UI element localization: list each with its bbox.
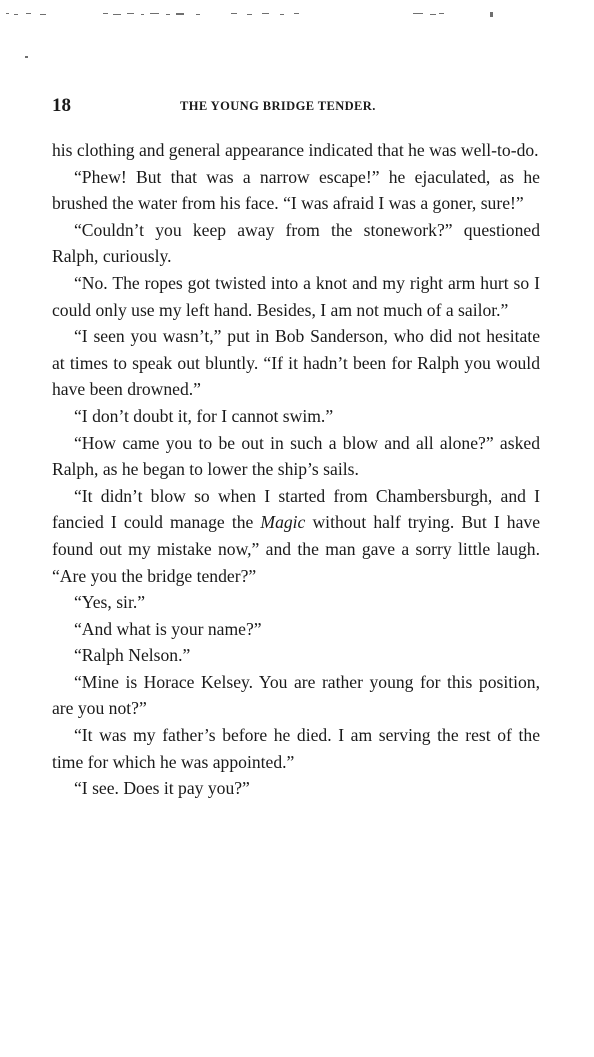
paragraph: “Yes, sir.”: [74, 592, 146, 613]
paragraph: “No. The ropes got twisted into a knot and my right arm hurt so I could only use my left hand. Besides, I am not much of a sailor.”: [52, 272, 540, 320]
page-number: 18: [52, 95, 71, 116]
paragraph: “How came you to be out in such a blow and all alone?” asked Ralph, as he began to lower the ship’s sails.: [52, 432, 540, 480]
paragraph: “I see. Does it pay you?”: [74, 778, 250, 799]
paragraph-text: “It didn’t blow so when I started from Chambersburgh, and I fancied I could manage the: [52, 485, 540, 533]
scan-specks: [0, 0, 594, 80]
body-text: [52, 137, 540, 802]
paragraph: “Couldn’t you keep away from the stonework?” questioned Ralph, curiously.: [52, 219, 540, 267]
paragraph: “And what is your name?”: [74, 618, 262, 639]
page-header: [52, 95, 542, 119]
paragraph-text: without half trying. But I have found out my mistake now,” and the man gave a sorry little laugh. “Are you the bridge tender?”: [52, 512, 541, 586]
paragraph-with-italic: [52, 483, 540, 589]
paragraph: “I seen you wasn’t,” put in Bob Sanderson, who did not hesitate at times to speak out bluntly. “If it hadn’t been for Ralph you would have been drowned.”: [52, 326, 540, 400]
paragraph: “Ralph Nelson.”: [74, 645, 191, 666]
boat-name-italic: Magic: [260, 512, 306, 533]
paragraph: his clothing and general appearance indicated that he was well-to-do.: [52, 140, 539, 160]
paragraph: “I don’t doubt it, for I cannot swim.”: [74, 405, 334, 426]
paragraph: “Mine is Horace Kelsey. You are rather young for this position, are you not?”: [52, 671, 540, 719]
paragraph: “Phew! But that was a narrow escape!” he ejaculated, as he brushed the water from his face. “I was afraid I was a goner, sure!”: [52, 166, 540, 214]
running-title: THE YOUNG BRIDGE TENDER.: [180, 99, 376, 113]
paragraph: “It was my father’s before he died. I am serving the rest of the time for which he was appointed.”: [52, 725, 540, 772]
